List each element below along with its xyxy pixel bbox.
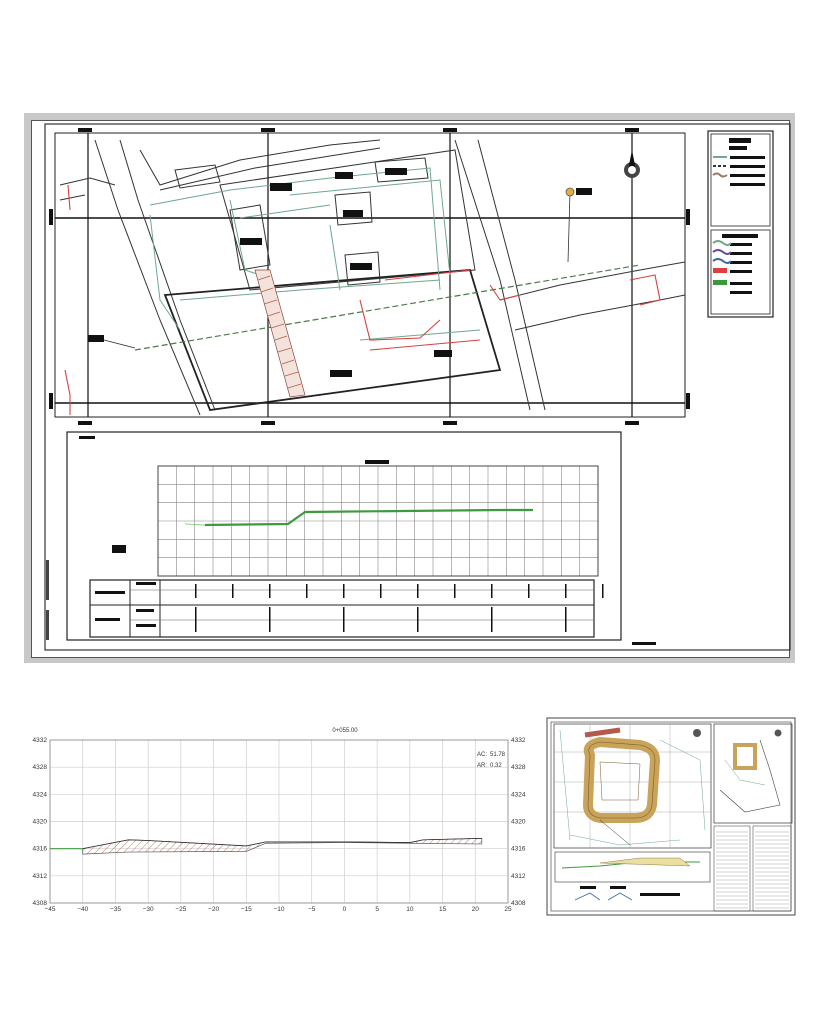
ar-value: 0.32: [490, 763, 502, 769]
y-tick-label-right: 4312: [511, 872, 526, 880]
y-tick-label-left: 4316: [32, 845, 47, 853]
y-tick-label-right: 4316: [511, 845, 526, 853]
x-tick-label: 25: [504, 906, 512, 913]
ac-value: 51.78: [490, 752, 506, 758]
x-tick-label: −10: [273, 906, 285, 913]
y-tick-label-left: 4328: [32, 764, 47, 772]
x-tick-label: −20: [208, 906, 220, 913]
x-tick-label: −30: [142, 906, 154, 913]
y-tick-label-right: 4332: [511, 737, 526, 744]
x-tick-label: −5: [308, 906, 316, 913]
x-tick-label: 0: [342, 906, 347, 913]
y-tick-label-left: 4312: [32, 872, 47, 880]
x-tick-label: −40: [77, 906, 89, 913]
y-tick-label-left: 4332: [32, 737, 47, 744]
section-chart-title: 0+055.00: [332, 728, 358, 734]
ar-label: AR:: [477, 763, 488, 769]
x-tick-label: −45: [44, 906, 56, 913]
y-tick-label-right: 4320: [511, 818, 526, 826]
y-tick-label-left: 4324: [32, 791, 47, 799]
y-tick-label-right: 4328: [511, 764, 526, 772]
y-tick-label-left: 4320: [32, 818, 47, 826]
x-tick-label: −25: [175, 906, 187, 913]
x-tick-label: 5: [375, 906, 379, 913]
x-tick-label: 10: [406, 906, 414, 913]
y-tick-label-left: 4308: [32, 900, 47, 907]
x-tick-label: −35: [109, 906, 121, 913]
x-tick-label: 15: [438, 906, 447, 913]
y-tick-label-right: 4308: [511, 900, 526, 907]
y-tick-label-right: 4324: [511, 791, 526, 799]
x-tick-label: 20: [471, 906, 479, 913]
ac-label: AC:: [477, 752, 488, 758]
x-tick-label: −15: [240, 906, 252, 913]
